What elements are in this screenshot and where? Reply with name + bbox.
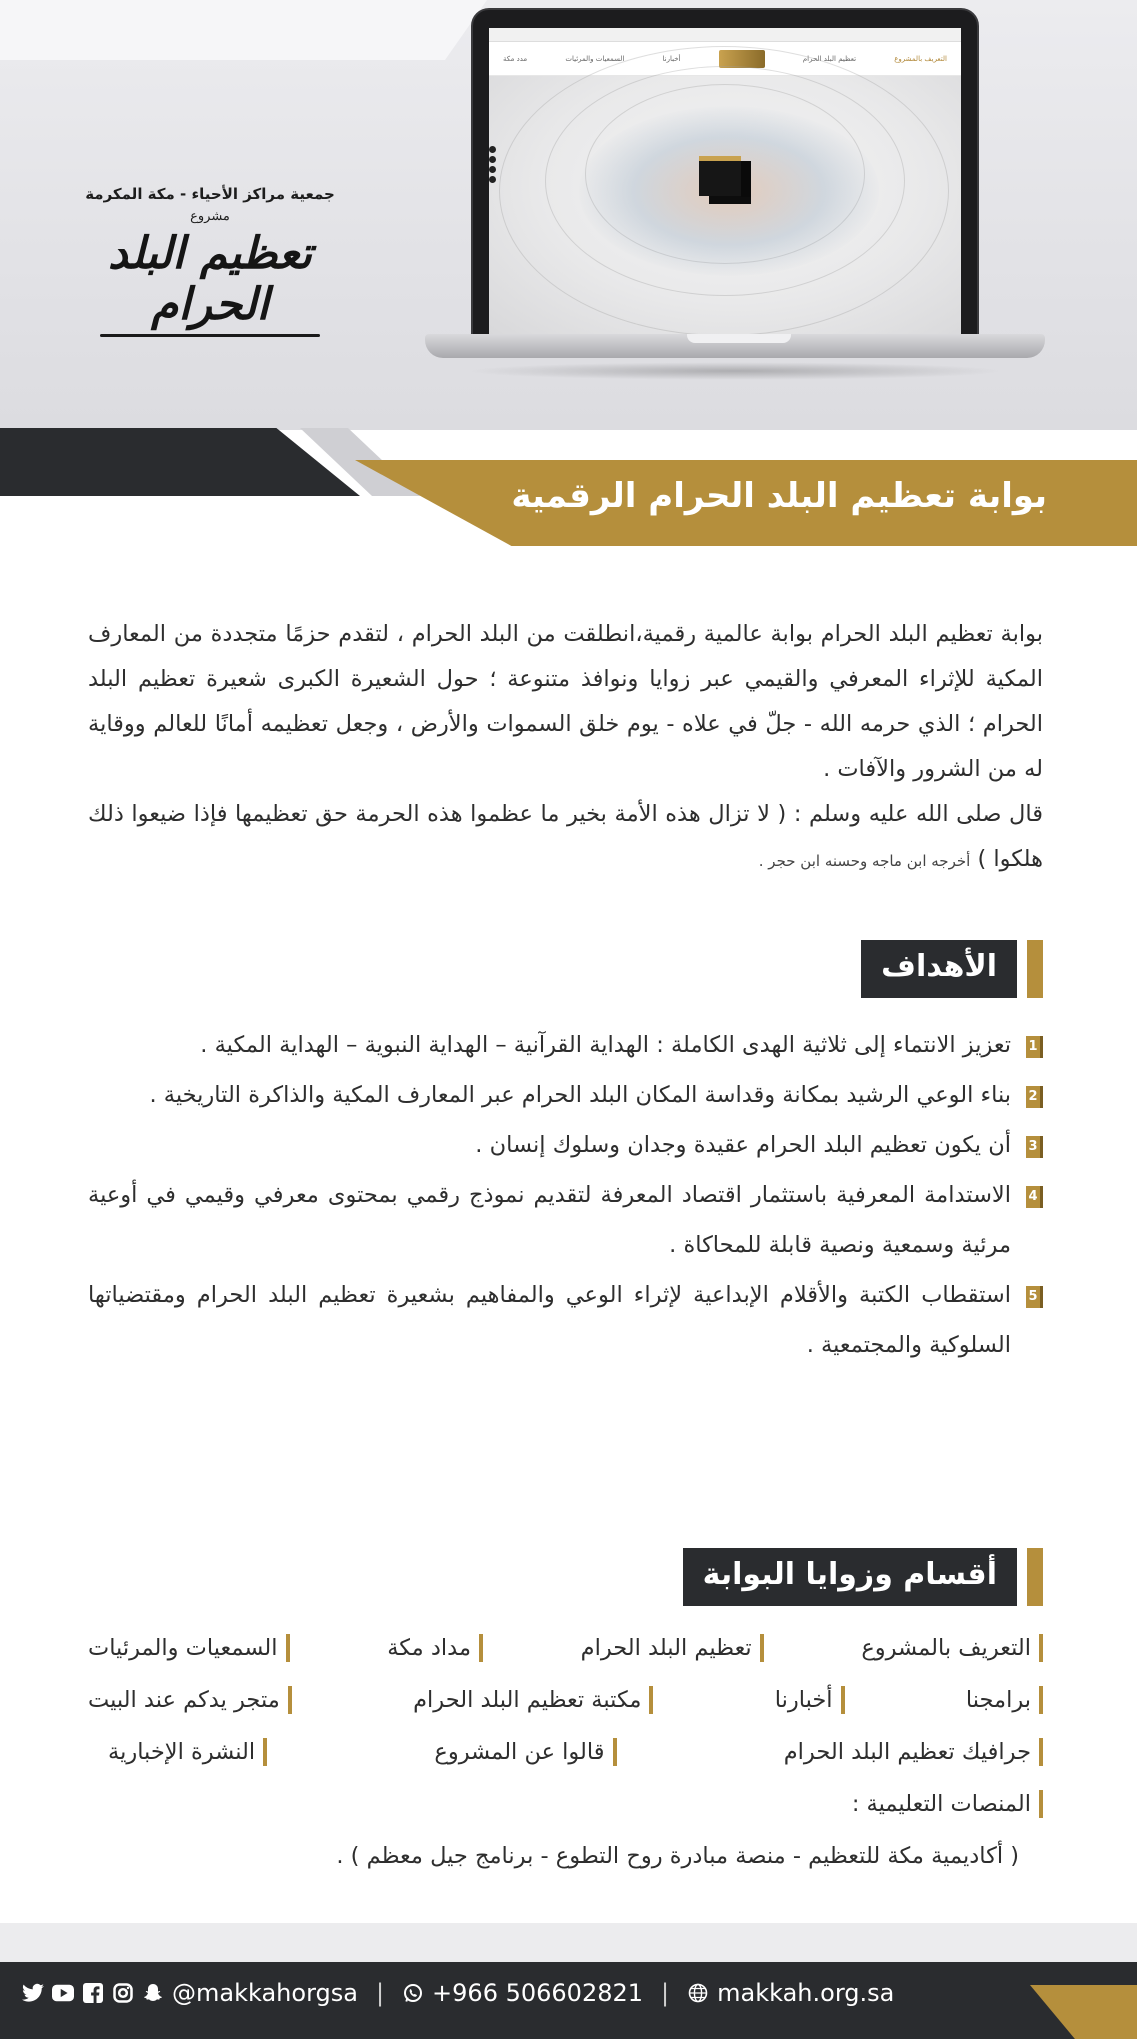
laptop-notch [687, 334, 791, 343]
footer-contacts [22, 1975, 1022, 2011]
section-item: النشرة الإخبارية [108, 1726, 267, 1778]
intro-text [88, 612, 1043, 884]
social-icons [22, 1979, 358, 2007]
section-item: مكتبة تعظيم البلد الحرام [413, 1674, 653, 1726]
site-nav-item: التعريف بالمشروع [894, 54, 947, 63]
site-nav-item: السمعيات والمرئيات [565, 54, 625, 63]
goal-number: 4 [1026, 1186, 1043, 1208]
section-item: أخبارنا [775, 1674, 845, 1726]
goal-number: 5 [1026, 1286, 1043, 1308]
heading-accent-bar [1027, 1548, 1043, 1606]
goals-heading [861, 940, 1043, 998]
laptop-shadow [465, 362, 1005, 380]
browser-bar [489, 28, 961, 42]
hero-banner [0, 0, 1137, 430]
laptop-mockup [425, 8, 1045, 393]
social-dots [489, 146, 497, 186]
goal-number: 1 [1026, 1036, 1043, 1058]
calligraphy-flourish [100, 334, 320, 337]
globe-icon [687, 1982, 709, 2004]
platforms-list: ( أكاديمية مكة للتعظيم - منصة مبادرة روح التطوع - برنامج جيل معظم ) . [336, 1843, 1019, 1869]
laptop-lid [471, 8, 979, 338]
sections-heading-label: أقسام وزوايا البوابة [683, 1548, 1017, 1606]
phone-number: +966 506602821 [432, 1979, 644, 2007]
instagram-icon[interactable] [112, 1982, 134, 2004]
hadith-quote [88, 792, 1043, 884]
goal-text: تعزيز الانتماء إلى ثلاثية الهدى الكاملة : الهداية القرآنية – الهداية النبوية – الهداية المكية . [200, 1032, 1011, 1058]
platforms-label: المنصات التعليمية : [852, 1778, 1043, 1830]
sections-heading [683, 1548, 1043, 1606]
goal-text: بناء الوعي الرشيد بمكانة وقداسة المكان البلد الحرام عبر المعارف المكية والذاكرة التاريخية . [149, 1082, 1011, 1108]
section-item: برامجنا [966, 1674, 1043, 1726]
site-hero-image [489, 76, 961, 336]
website-url: makkah.org.sa [717, 1979, 895, 2007]
org-name: جمعية مراكز الأحياء - مكة المكرمة [85, 185, 335, 203]
youtube-icon[interactable] [52, 1982, 74, 2004]
intro-paragraph: بوابة تعظيم البلد الحرام بوابة عالمية رقمية،انطلقت من البلد الحرام ، لتقدم حزمًا متجددة من المعارف المكية للإثراء المعرفي والقيمي عبر زوايا ونوافذ متنوعة ؛ حول الشعيرة الكبرى شعيرة تعظيم البلد الحرام ؛ الذي حرمه الله - جلّ في علاه - يوم خلق السموات والأرض ، وجعل تعظيمه أمانًا للعالم ووقاية له من الشرور والآفات . [88, 621, 1043, 782]
laptop-screen [489, 28, 961, 336]
kaaba-side [741, 161, 751, 197]
section-item: تعظيم البلد الحرام [581, 1622, 764, 1674]
goals-list [88, 1020, 1043, 1370]
section-item: جرافيك تعظيم البلد الحرام [784, 1726, 1043, 1778]
goal-number: 2 [1026, 1086, 1043, 1108]
website-link[interactable] [687, 1979, 894, 2007]
phone-contact[interactable] [402, 1979, 643, 2007]
snapchat-icon[interactable] [142, 1982, 164, 2004]
goal-number: 3 [1026, 1136, 1043, 1158]
sections-row [88, 1622, 1043, 1674]
section-item: مداد مكة [387, 1622, 483, 1674]
twitter-icon[interactable] [22, 1982, 44, 2004]
site-nav-item: أخبارنا [662, 54, 681, 63]
page-title: بوابة تعظيم البلد الحرام الرقمية [511, 476, 1047, 516]
footer-divider: | [661, 1979, 670, 2007]
goal-item [88, 1070, 1043, 1120]
sections-row [88, 1726, 1043, 1778]
goal-item [88, 1120, 1043, 1170]
brand-logo [60, 185, 360, 337]
sections-list [88, 1622, 1043, 1882]
section-item: السمعيات والمرئيات [88, 1622, 290, 1674]
site-nav-item: مدد مكة [503, 54, 528, 63]
footer-strip [0, 1923, 1137, 1963]
sections-row [88, 1674, 1043, 1726]
social-handle[interactable]: @makkahorgsa [172, 1979, 358, 2007]
project-name-calligraphy: تعظيم البلد الحرام [107, 228, 312, 330]
kaaba-icon [699, 156, 741, 196]
goal-text: الاستدامة المعرفية باستثمار اقتصاد المعرفة لتقديم نموذج رقمي بمحتوى معرفي وقيمي في أوعية مرئية وسمعية ونصية قابلة للمحاكاة . [88, 1182, 1011, 1258]
goals-heading-label: الأهداف [861, 940, 1017, 998]
facebook-icon[interactable] [82, 1982, 104, 2004]
sections-row [88, 1778, 1043, 1830]
hadith-source: أخرجه ابن ماجه وحسنه ابن حجر . [758, 852, 971, 870]
site-nav-item: تعظيم البلد الحرام [802, 54, 857, 63]
heading-accent-bar [1027, 940, 1043, 998]
section-item: متجر يدكم عند البيت [88, 1674, 292, 1726]
goal-item [88, 1020, 1043, 1070]
hadith-text: قال صلى الله عليه وسلم : ( لا تزال هذه الأمة بخير ما عظموا هذه الحرمة حق تعظيمها فإذا ضيعوا ذلك هلكوا ) [88, 801, 1043, 872]
footer-divider: | [375, 1979, 385, 2007]
goal-text: أن يكون تعظيم البلد الحرام عقيدة وجدان وسلوك إنسان . [475, 1132, 1011, 1158]
project-label: مشروع [190, 209, 230, 224]
section-item: التعريف بالمشروع [861, 1622, 1043, 1674]
goal-item [88, 1270, 1043, 1370]
goal-item [88, 1170, 1043, 1270]
whatsapp-icon [402, 1982, 424, 2004]
section-item: قالوا عن المشروع [434, 1726, 616, 1778]
goal-text: استقطاب الكتبة والأقلام الإبداعية لإثراء الوعي والمفاهيم بشعيرة تعظيم البلد الحرام ومقتضياتها السلوكية والمجتمعية . [88, 1282, 1011, 1358]
